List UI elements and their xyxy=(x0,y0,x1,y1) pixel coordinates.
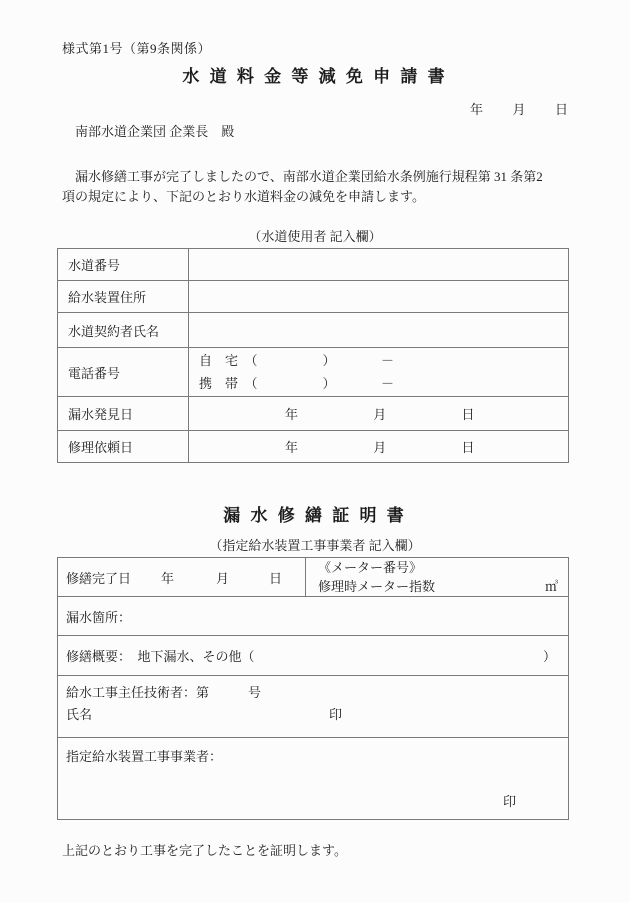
leak-location-label: 漏水箇所： xyxy=(66,609,132,625)
date-year-label: 年 xyxy=(285,440,299,455)
table-row xyxy=(58,636,569,676)
leak-found-date-cell xyxy=(189,397,569,431)
technician-name-label: 氏名 xyxy=(66,707,93,722)
date-year-label: 年 xyxy=(285,407,299,422)
repair-summary-label: 修繕概要： 地下漏水、その他（ xyxy=(66,649,255,664)
water-number-value-cell xyxy=(189,249,569,281)
completion-statement: 上記のとおり工事を完了したことを証明します。 xyxy=(62,843,347,858)
contractor-section-label: （指定給水装置工事事業者 記入欄） xyxy=(209,538,421,553)
table-row xyxy=(58,597,569,636)
header-date-line xyxy=(470,99,568,118)
water-number-label: 水道番号 xyxy=(58,249,189,281)
meter-number-label: 《メーター番号》 xyxy=(318,560,423,575)
date-day-label: 日 xyxy=(269,570,283,586)
form-number: 様式第1号（第9条関係） xyxy=(62,41,212,56)
technician-cell xyxy=(58,676,569,738)
body-paragraph-line-1: 漏水修繕工事が完了しましたので、南部水道企業団給水条例施行規程第 31 条第2 xyxy=(62,169,543,184)
body-paragraph-line-2: 項の規定により、下記のとおり水道料金の減免を申請します。 xyxy=(62,189,425,204)
completion-label: 修繕完了日 xyxy=(66,570,132,586)
table-row xyxy=(58,281,569,313)
technician-name-line xyxy=(66,704,568,726)
supply-address-label: 給水装置住所 xyxy=(58,281,189,313)
technician-number-line: 給水工事主任技術者：第 号 xyxy=(66,685,262,700)
table-row xyxy=(58,738,569,820)
leak-location-cell xyxy=(58,597,569,636)
phone-home-line: 自 宅 （ ） － xyxy=(199,353,395,368)
contractor-cell xyxy=(58,738,569,820)
table-row xyxy=(58,431,569,463)
table-row xyxy=(58,397,569,431)
table-row xyxy=(58,313,569,348)
date-month-label: 月 xyxy=(512,102,526,117)
meter-reading-label: 修理時メーター指数 xyxy=(318,579,436,594)
leak-found-label: 漏水発見日 xyxy=(58,397,189,431)
applicant-section-label: （水道使用者 記入欄） xyxy=(248,229,382,244)
seal-label: 印 xyxy=(502,794,516,809)
date-month-label: 月 xyxy=(373,440,387,455)
date-month-label: 月 xyxy=(373,407,387,422)
meter-unit: ㎥ xyxy=(544,579,558,594)
certificate-title: 漏 水 修 繕 証 明 書 xyxy=(223,506,407,525)
repair-request-label: 修理依頼日 xyxy=(58,431,189,463)
table-row xyxy=(58,348,569,397)
date-day-label: 日 xyxy=(461,440,475,455)
table-row xyxy=(58,676,569,738)
contract-name-label: 水道契約者氏名 xyxy=(58,313,189,348)
completion-date-cell xyxy=(58,558,306,597)
repair-summary-close-paren: ） xyxy=(542,649,556,664)
page-title: 水 道 料 金 等 減 免 申 請 書 xyxy=(182,67,448,86)
phone-value-cell xyxy=(189,348,569,397)
supply-address-value-cell xyxy=(189,281,569,313)
contract-name-value-cell xyxy=(189,313,569,348)
repair-summary-cell xyxy=(58,636,569,676)
contractor-label: 指定給水装置工事事業者： xyxy=(66,749,223,764)
repair-request-date-cell xyxy=(189,431,569,463)
addressee: 南部水道企業団 企業長 殿 xyxy=(75,124,235,139)
date-year-label: 年 xyxy=(470,102,484,117)
table-row xyxy=(58,558,569,597)
meter-reading-line xyxy=(318,577,568,596)
certificate-table xyxy=(57,557,569,820)
phone-mobile-line: 携 帯 （ ） － xyxy=(199,376,395,391)
date-year-label: 年 xyxy=(161,570,175,586)
phone-label: 電話番号 xyxy=(58,348,189,397)
meter-cell xyxy=(306,558,569,597)
table-row xyxy=(58,249,569,281)
applicant-table xyxy=(57,248,569,463)
date-day-label: 日 xyxy=(554,102,568,117)
body-paragraph xyxy=(62,167,572,207)
seal-label: 印 xyxy=(329,707,343,722)
date-day-label: 日 xyxy=(461,407,475,422)
date-month-label: 月 xyxy=(216,570,230,586)
repair-summary-line xyxy=(66,646,568,665)
